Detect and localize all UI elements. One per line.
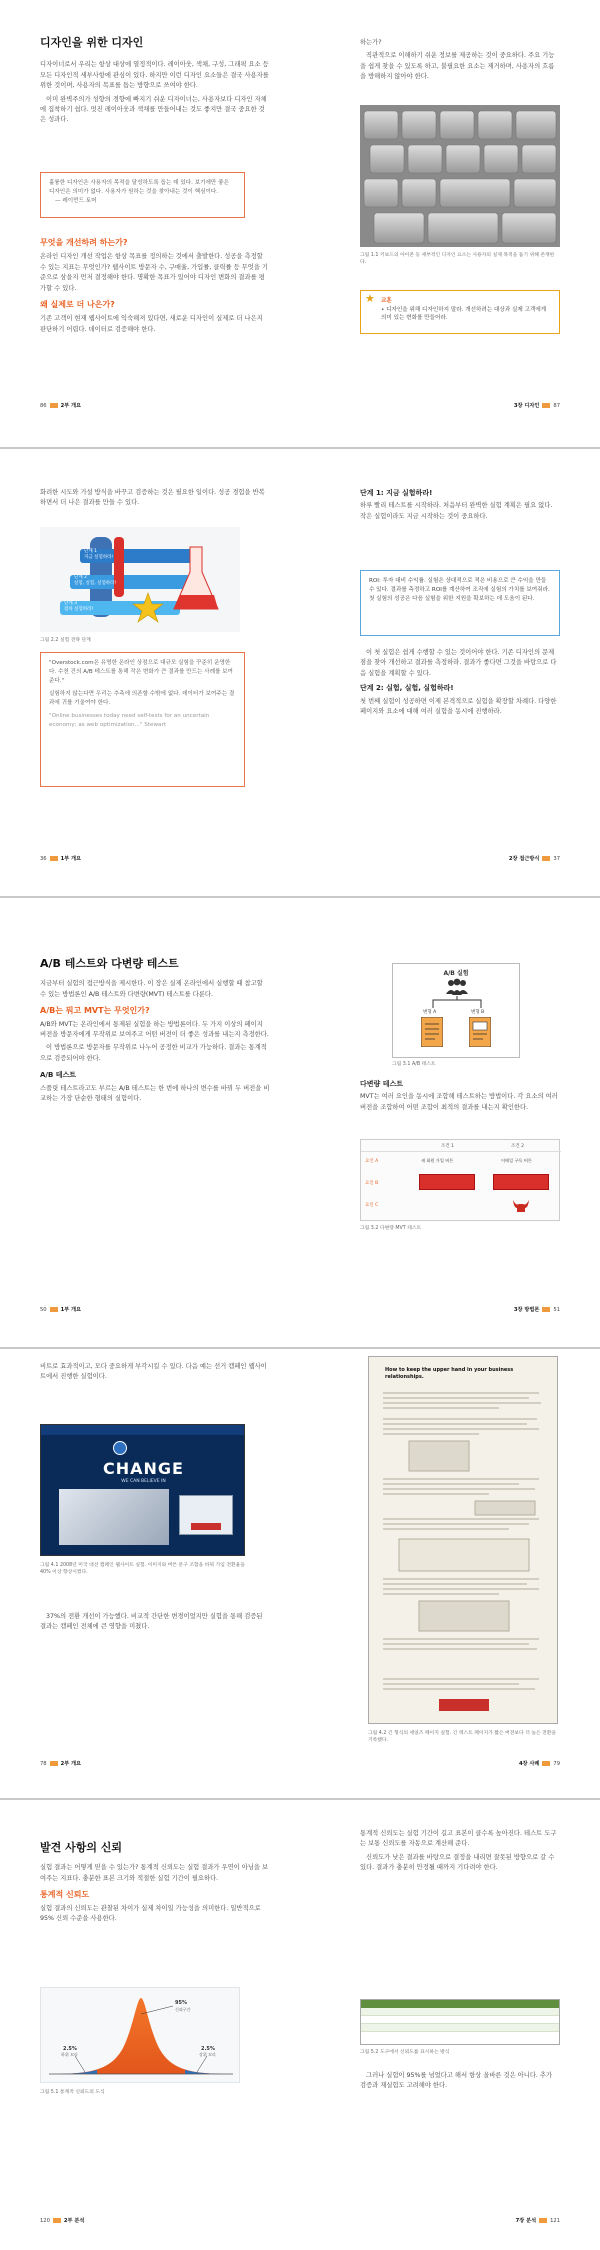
subheading: 다변량 테스트 (360, 1080, 404, 1088)
section-title: A/B 테스트와 다변량 테스트 (40, 957, 179, 970)
paragraph: 온라인 디자인 개선 작업은 항상 목표를 정의하는 것에서 출발한다. 성공을 측정할 수 있는 지표는 무엇인가? 웹사이트 방문자 수, 구매율, 가입률, 클릭률 등 무엇을 기준으로 삼을지 먼저 결정해야 한다. 명확한 목표가 있어야 디자인 변화의 결과를 평가할 수 있다. (40, 253, 269, 292)
page-footer-left (40, 2217, 84, 2224)
page-footer-left (40, 402, 81, 409)
subheading: 단계 1: 지금 실험하라! (360, 489, 433, 497)
paragraph: 그러나 실험이 95%를 넘었다고 해서 항상 올바른 것은 아니다. 추가 검증과 재실험도 고려해야 한다. (360, 2072, 553, 2090)
paragraph: 비트로 효과적이고, 모다 중요하게 부각시킬 수 있다. 다음 예는 선거 캠페인 웹사이트에서 진행한 실험이다. (40, 1363, 267, 1381)
right-tail-value: 2.5% (201, 2046, 215, 2052)
table-row (361, 2024, 559, 2032)
page-footer-left (40, 855, 81, 862)
page-footer-left (40, 1760, 81, 1767)
campaign-logo (113, 1441, 127, 1455)
figure-caption: 그림 4.1 2008년 미국 대선 캠페인 웹사이트 실험. 이미지와 버튼 문구 조합을 바꿔 가입 전환율을 40% 이상 향상시켰다. (40, 1563, 245, 1575)
right-column (360, 1079, 560, 1116)
spread-4 (0, 1352, 600, 1792)
figure-caption: 그림 5.2 도구에서 신뢰도를 표시하는 방식 (360, 2050, 450, 2055)
variant-b-label: 변형 B (471, 1010, 485, 1015)
paragraph: 이 첫 실험은 쉽게 수행할 수 있는 것이어야 한다. 기존 디자인의 문제점을 찾아 개선하고 결과를 측정하라. 결과가 좋다면 그것을 바탕으로 다음 실험을 계획할 수 있다. (360, 649, 557, 677)
quote-text: 훌륭한 디자인은 사용자의 목적을 달성하도록 돕는 데 있다. 보기에만 좋은 디자인은 의미가 없다. 사용자가 원하는 것을 찾아내는 것이 핵심이다. (49, 180, 229, 195)
paragraph: 37%의 전환 개선이 가능했다. 비교적 간단한 변경이었지만 실험을 통해 검증된 결과는 캠페인 전체에 큰 영향을 미쳤다. (40, 1613, 263, 1631)
quote-box (40, 652, 245, 787)
paragraph: 신뢰도가 낮은 결과를 바탕으로 결정을 내리면 잘못된 방향으로 갈 수 있다. 결과가 충분히 안정될 때까지 기다려야 한다. (360, 1853, 555, 1872)
paragraph: 기존 고객이 현재 웹사이트에 익숙해져 있다면, 새로운 디자인이 실제로 더 나은지 판단하기 어렵다. 데이터로 검증해야 한다. (40, 315, 263, 333)
mvt-row-label: 요인 C (365, 1203, 379, 1208)
subheading: 통계적 신뢰도 (40, 1890, 90, 1900)
page-number: 120 (40, 2218, 50, 2224)
right-column-lower (360, 2071, 560, 2095)
page-footer-right (509, 855, 560, 862)
section-title: 디자인을 위한 디자인 (40, 36, 144, 49)
page-number: 78 (40, 1761, 47, 1767)
paragraph: 실험 결과의 신뢰도는 관찰된 차이가 실제 차이일 가능성을 의미한다. 일반적으로 95% 신뢰 수준을 사용한다. (40, 1904, 261, 1923)
subheading: 왜 실제로 더 나은가? (40, 300, 115, 310)
stage-label: 단계 2 실험, 실험, 실험하라! (74, 575, 117, 586)
paragraph: 디자이너로서 우리는 항상 대상에 열정적이다. 레이아웃, 색채, 구성, 그래픽 요소 등 모든 디자인적 세부사항에 관심이 있다. 하지만 이런 디자인 요소들은 결국 사용자를 위한 것이며, 사용자의 목표를 돕는 방향으로 쓰여야 한다. (40, 61, 269, 90)
page-separator (0, 1347, 600, 1349)
experiment-stages-figure (40, 527, 240, 632)
confidence-table-screenshot (360, 1999, 560, 2045)
right-column (360, 38, 560, 86)
chapter-label: 2부 개요 (60, 1761, 82, 1767)
page-number: 50 (40, 1307, 47, 1313)
figure-caption: 그림 1.1 키보드의 아이콘 등 세부적인 디자인 요소는 사용자의 실제 목적을 돕기 위해 존재한다. (360, 253, 555, 265)
quote-text: 실험하지 않는다면 우리는 추측에 의존할 수밖에 없다. 데이터가 보여주는 결과에 귀를 기울여야 한다. (49, 691, 235, 706)
mvt-cell: 새 회원 가입 버튼 (421, 1158, 454, 1163)
bull-icon (511, 1196, 531, 1214)
subheading: 단계 2: 실험, 실험, 실험하라! (360, 684, 454, 693)
page-footer-right (514, 1306, 560, 1313)
paragraph: 직관적으로 이해하기 쉬운 정보를 제공하는 것이 중요하다. 주요 기능을 쉽게 찾을 수 있도록 하고, 불필요한 요소는 제거하며, 사용자의 흐름을 방해하지 않아야 한다. (360, 52, 555, 81)
chapter-label: 2부 개요 (60, 403, 82, 409)
table-row (361, 2016, 559, 2024)
paragraph: 이미 완벽주의가 성향의 경향에 빠지기 쉬운 디자이너는, 사용자보다 디자인 자체에 집착하기 쉽다. 멋진 레이아웃과 색채를 만들어내는 것도 좋지만 결국 중요한 것은 성과다. (40, 95, 267, 124)
mvt-header: 조건 1 (441, 1144, 454, 1149)
campaign-headline: CHANGE (103, 1459, 184, 1478)
campaign-photo (59, 1489, 169, 1545)
paragraph: A/B와 MVT는 온라인에서 통제된 실험을 하는 방법론이다. 두 가지 이상의 페이지 버전을 방문자에게 무작위로 보여주고 어떤 버전이 더 좋은 성과를 내는지 측정한다. (40, 1020, 269, 1039)
roi-box: ROI: 투자 대비 수익률. 실험은 상대적으로 적은 비용으로 큰 수익을 만들 수 있다. 결과를 측정하고 ROI를 계산하여 조직에 실험의 가치를 보여줘라. 첫 실험의 성공은 다음 실험을 위한 지원을 확보하는 데 도움이 된다. (360, 570, 560, 636)
mvt-row-label: 요인 A (365, 1159, 379, 1164)
page-number: 36 (40, 856, 47, 862)
paragraph: 하루 빨리 테스트를 시작하라. 처음부터 완벽한 실험 계획은 필요 없다. 작은 실험이라도 지금 시작하는 것이 중요하다. (360, 502, 553, 520)
chapter-label: 1부 개요 (60, 1307, 82, 1313)
quote-text: "Overstock.com은 유명한 온라인 상점으로 대규모 실험을 꾸준히 운영한다. 수천 건의 A/B 테스트를 통해 작은 변화가 큰 결과를 만드는 사례를 보여준다." (49, 660, 233, 684)
lesson-box (360, 290, 560, 334)
campaign-screenshot (40, 1424, 245, 1556)
page-number: 37 (553, 856, 560, 862)
left-tail-value: 2.5% (63, 2046, 77, 2052)
spread-1 (0, 0, 600, 440)
spread-5 (0, 1803, 600, 2250)
page-number: 121 (550, 2218, 560, 2224)
page-number: 86 (40, 403, 47, 409)
sales-letter-body (379, 1389, 549, 1719)
figure-caption: 그림 5.1 통계적 신뢰도의 도식 (40, 2090, 105, 2095)
mvt-banner-b (493, 1174, 549, 1190)
variant-a-page (421, 1017, 443, 1047)
mvt-header-row (361, 1140, 561, 1152)
lesson-text: • 디자인을 위해 디자인하지 말라. 개선하려는 대상과 실제 고객에게 의미 있는 변화를 만들어라. (381, 306, 547, 321)
mvt-row-label: 요인 B (365, 1181, 379, 1186)
subheading: 무엇을 개선하려 하는가? (40, 238, 128, 247)
star-icon: ★ (365, 292, 375, 305)
right-tail-label: 상위 꼬리 (199, 2052, 216, 2057)
subheading: A/B는 뭐고 MVT는 무엇인가? (40, 1006, 150, 1016)
figure-caption: 그림 2.2 실험 전략 단계 (40, 638, 91, 643)
spread-2 (0, 452, 600, 890)
paragraph: 화려한 시도와 가설 방식을 바꾸고 검증하는 것은 필요한 일이다. 성공 경험을 반복하면서 더 나은 결과를 만들 수 있다. (40, 489, 265, 507)
sales-letter-title: How to keep the upper hand in your business relationships. (385, 1367, 514, 1380)
paragraph: 첫 번째 실험이 성공하면 이제 본격적으로 실험을 확장할 차례다. 다양한 페이지와 요소에 대해 여러 실험을 동시에 진행하라. (360, 697, 557, 716)
right-column-lower (360, 648, 560, 720)
center-interval-value: 95% (175, 2000, 187, 2006)
bell-curve-figure (40, 1987, 240, 2083)
figure-caption: 그림 3.2 다변량 MVT 테스트 (360, 1226, 422, 1231)
split-arrows (423, 996, 491, 1008)
paragraph: 하는가? (360, 39, 382, 46)
campaign-signup-button[interactable] (191, 1523, 221, 1530)
page-number: 79 (553, 1761, 560, 1767)
users-icon (445, 978, 469, 996)
sales-letter-screenshot (368, 1356, 558, 1724)
page-number: 51 (553, 1307, 560, 1313)
variant-a-label: 변형 A (423, 1010, 437, 1015)
quote-source: — 레이먼드 토머 (55, 198, 97, 204)
chapter-label: 7장 분석 (515, 2218, 537, 2224)
subheading: A/B 테스트 (40, 1071, 77, 1080)
keyboard-photo (360, 105, 560, 247)
left-column-lower (40, 238, 270, 338)
page-footer-right (516, 2217, 560, 2224)
table-row (361, 2032, 559, 2040)
mvt-banner-a (419, 1174, 475, 1190)
page-separator (0, 447, 600, 449)
paragraph: 통계적 신뢰도는 실험 기간이 길고 표본이 클수록 높아진다. 테스트 도구는 보통 신뢰도를 자동으로 계산해 준다. (360, 1830, 557, 1848)
page-separator (0, 1798, 600, 1800)
mvt-header: 조건 2 (511, 1144, 524, 1149)
page-number: 87 (553, 403, 560, 409)
quote-english: "Online businesses today need self-tests for an uncertain economy; as web optimization..." Stewart (49, 713, 210, 728)
figure-caption: 그림 4.2 긴 형식의 세일즈 페이지 실험. 긴 텍스트 페이지가 짧은 버전보다 더 높은 전환을 기록했다. (368, 1731, 557, 1743)
table-header (361, 2000, 559, 2008)
spread-3 (0, 901, 600, 1341)
paragraph: 실험 결과는 어떻게 믿을 수 있는가? 통계적 신뢰도는 실험 결과가 우연이 아님을 보여주는 지표다. 충분한 표본 크기와 적절한 실험 기간이 필요하다. (40, 1864, 269, 1882)
paragraph: MVT는 여러 요인을 동시에 조합해 테스트하는 방법이다. 각 요소의 여러 버전을 조합하여 어떤 조합이 최적의 결과를 내는지 확인한다. (360, 1093, 558, 1111)
lesson-title: 교훈 (381, 298, 392, 304)
left-column (40, 38, 270, 129)
chapter-label: 3장 방법론 (513, 1307, 540, 1313)
left-column-lower (40, 1612, 270, 1636)
stage-label: 단계 1 지금 실험하라! (84, 549, 114, 560)
chapter-label: 1부 개요 (60, 856, 82, 862)
page-separator (0, 896, 600, 898)
page-footer-right (519, 1760, 560, 1767)
mvt-table (360, 1139, 560, 1221)
left-column (40, 959, 270, 1107)
left-tail-label: 하위 꼬리 (61, 2052, 78, 2057)
table-row (361, 2008, 559, 2016)
chapter-label: 3장 디자인 (513, 403, 540, 409)
paragraph: 이 방법론으로 방문자를 무작위로 나누어 공정한 비교가 가능하다. 결과는 통계적으로 검증되어야 한다. (40, 1044, 267, 1062)
campaign-subheadline: WE CAN BELIEVE IN (121, 1479, 166, 1484)
page-footer-left (40, 1306, 81, 1313)
quote-box (40, 172, 245, 218)
chapter-label: 2부 분석 (63, 2218, 85, 2224)
diagram-title: A/B 실험 (443, 970, 469, 977)
stage-label: 단계 3 점차 실험하라! (64, 601, 94, 612)
chapter-label: 4장 사례 (518, 1761, 540, 1767)
page-footer-right (514, 402, 560, 409)
variant-b-page (469, 1017, 491, 1047)
paragraph: 스플릿 테스트라고도 부르는 A/B 테스트는 한 번에 하나의 변수를 바꿔 두 버전을 비교하는 가장 단순한 형태의 실험이다. (40, 1084, 270, 1103)
section-title: 발견 사항의 신뢰 (40, 1841, 123, 1854)
figure-caption: 그림 3.1 A/B 테스트 (392, 1062, 436, 1067)
left-column (40, 1362, 270, 1386)
bell-curve (41, 1988, 241, 2084)
chapter-label: 2장 접근방식 (508, 856, 540, 862)
left-column (40, 1843, 270, 1927)
campaign-header-bar (41, 1425, 245, 1435)
left-column (40, 488, 270, 512)
ab-diagram (392, 963, 520, 1058)
mvt-cell: 이메일 구독 버튼 (501, 1158, 532, 1163)
right-column (360, 488, 560, 525)
paragraph: 지금부터 실험의 접근방식을 제시한다. 이 장은 실제 온라인에서 실행할 때 참고할 수 있는 방법론인 A/B 테스트와 다변량(MVT) 테스트를 다룬다. (40, 980, 263, 998)
right-column (360, 1829, 560, 1877)
center-interval-label: 신뢰구간 (175, 2007, 191, 2012)
